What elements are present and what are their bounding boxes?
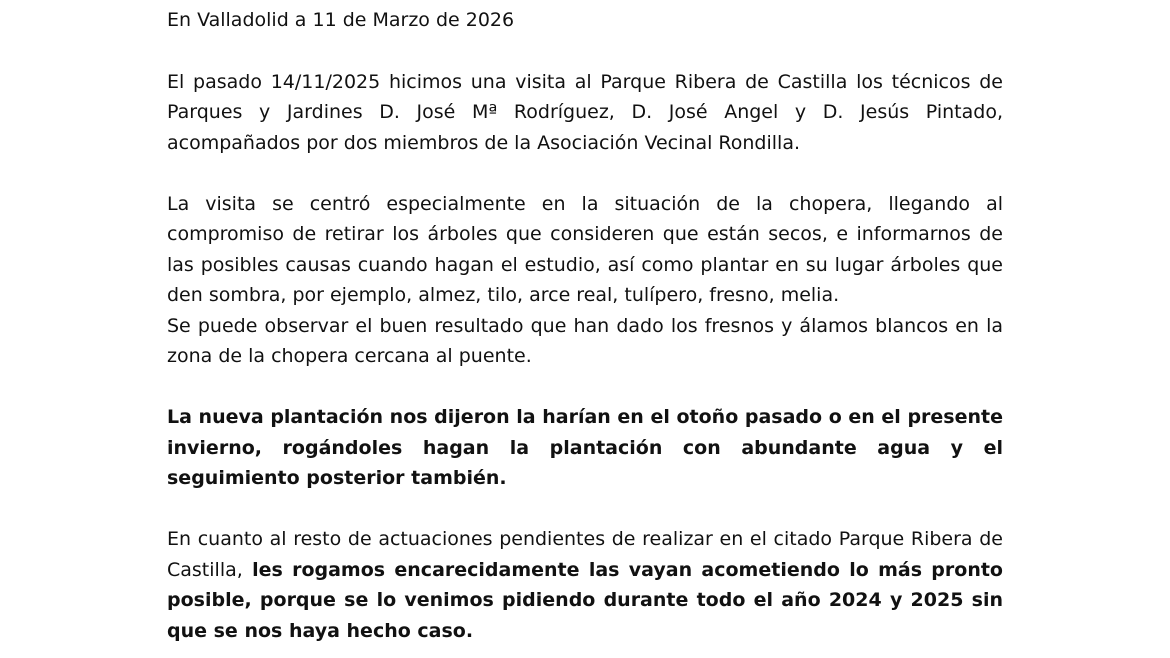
paragraph-pending-bold: les rogamos encarecidamente las vayan acometiendo lo más pronto posible, porque se lo venimos pidiendo durante todo el año 2024 y 2025 sin que se nos haya hecho caso. [167, 558, 1003, 642]
paragraph-plantation: La nueva plantación nos dijeron la harían en el otoño pasado o en el presente invierno, rogándoles hagan la plantación con abundante agua y el seguimiento posterior también. [167, 406, 1003, 489]
date-line: En Valladolid a 11 de Marzo de 2026 [167, 9, 515, 31]
paragraph-chopera: La visita se centró especialmente en la situación de la chopera, llegando al compromiso de retirar los árboles que consideren que están secos, e informarnos de las posibles causas cuando hagan el estudio, así como plantar en su lugar árboles que den sombra, por ejemplo, almez, tilo, arce real, tulípero, fresno, melia. [167, 192, 1003, 306]
letter-page [167, 5, 1003, 646]
paragraph-pending-regular: En cuanto al resto de actuaciones pendientes de realizar en el citado Parque Ribera de Castilla, [167, 528, 1003, 581]
paragraph-visit: El pasado 14/11/2025 hicimos una visita al Parque Ribera de Castilla los técnicos de Parques y Jardines D. José Mª Rodríguez, D. José Angel y D. Jesús Pintado, acompañados por dos miembros de la Asociación Vecinal Rondilla. [167, 70, 1003, 154]
paragraph-pending [167, 524, 1003, 646]
paragraph-result: Se puede observar el buen resultado que han dado los fresnos y álamos blancos en la zona de la chopera cercana al puente. [167, 314, 1003, 367]
